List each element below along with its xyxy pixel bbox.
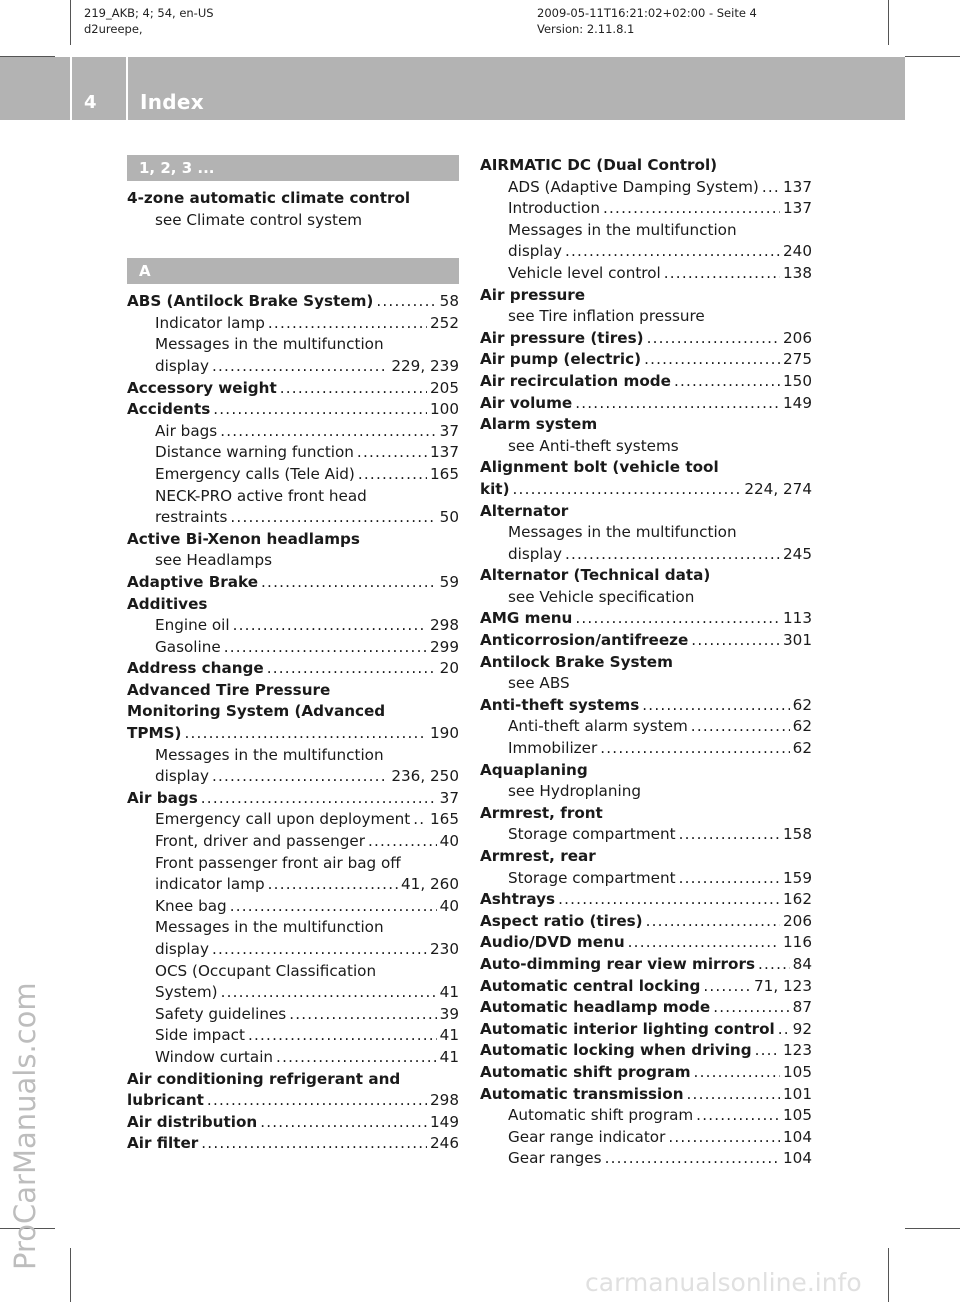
header-divider	[70, 57, 72, 120]
index-subentry	[127, 982, 459, 1004]
dot-leader	[289, 1004, 436, 1026]
page-reference: 20	[439, 659, 459, 678]
index-entry	[480, 1040, 812, 1062]
index-entry-heading: Alternator	[480, 501, 569, 520]
index-entry	[480, 889, 812, 911]
entry-term: Immobilizer	[508, 739, 598, 758]
index-subentry	[127, 874, 459, 896]
page-reference: 41	[439, 983, 459, 1002]
page-reference: 113	[783, 609, 812, 628]
dot-leader	[687, 1084, 780, 1106]
index-subentry	[127, 356, 459, 378]
dot-leader	[413, 809, 427, 831]
index-subentry	[480, 1105, 812, 1127]
crop-mark	[888, 0, 889, 45]
index-entry	[480, 349, 812, 371]
page-reference: 137	[783, 199, 812, 218]
index-entry	[127, 723, 459, 745]
page-reference: 41	[439, 1026, 459, 1045]
section-heading: 1, 2, 3 ...	[127, 155, 459, 181]
entry-term: display	[155, 356, 209, 375]
index-subentry	[127, 896, 459, 918]
index-entry-heading: Advanced Tire Pressure	[127, 680, 331, 699]
index-column-left	[127, 155, 459, 1155]
entry-term: Automatic shift program	[480, 1062, 691, 1081]
dot-leader	[212, 939, 427, 961]
page-reference: 252	[430, 313, 459, 332]
entry-term: Automatic transmission	[480, 1084, 684, 1103]
index-subentry	[127, 831, 459, 853]
print-meta-line: d2ureepe,	[84, 22, 143, 36]
index-subentry-text: Messages in the multifunction	[155, 335, 384, 354]
dot-leader	[642, 695, 789, 717]
index-entry-heading: Air pressure	[480, 285, 586, 304]
dot-leader	[261, 572, 437, 594]
entry-term: Gear ranges	[508, 1149, 602, 1168]
index-subentry-text: see ABS	[508, 674, 570, 693]
entry-term: Automatic interior lighting control	[480, 1019, 775, 1038]
page-reference: 205	[430, 378, 459, 397]
crop-mark	[905, 1228, 960, 1229]
dot-leader	[368, 831, 437, 853]
dot-leader	[230, 507, 436, 529]
entry-term: Air bags	[155, 421, 218, 440]
print-meta-left	[84, 5, 214, 37]
entry-term: Air volume	[480, 393, 573, 412]
entry-term: Emergency calls (Tele Aid)	[155, 464, 355, 483]
header-divider	[126, 57, 128, 120]
dot-leader	[358, 464, 427, 486]
entry-term: Audio/DVD menu	[480, 933, 625, 952]
entry-term: AMG menu	[480, 609, 573, 628]
index-entry-heading: Alignment bolt (vehicle tool	[480, 458, 719, 477]
entry-term: Air filter	[127, 1134, 199, 1153]
dot-leader	[691, 630, 780, 652]
dot-leader	[679, 824, 780, 846]
print-meta-right	[537, 5, 757, 37]
page-reference: 92	[792, 1019, 812, 1038]
index-entry	[480, 479, 812, 501]
dot-leader	[565, 241, 780, 263]
index-entry	[480, 1062, 812, 1084]
entry-term: Air distribution	[127, 1112, 258, 1131]
page-reference: 104	[783, 1127, 812, 1146]
crop-mark	[905, 56, 960, 57]
index-subentry-text: Front passenger front air bag off	[155, 853, 401, 872]
page-reference: 37	[439, 421, 459, 440]
index-entry	[127, 572, 459, 594]
index-entry-heading: Alternator (Technical data)	[480, 566, 711, 585]
dot-leader	[230, 896, 437, 918]
page-reference: 41	[439, 1047, 459, 1066]
entry-term: System)	[155, 983, 218, 1002]
index-subentry-text: see Hydroplaning	[508, 782, 641, 801]
index-entry	[127, 1090, 459, 1112]
index-subentry-text: Messages in the multifunction	[508, 523, 737, 542]
dot-leader	[565, 544, 780, 566]
entry-term: Side impact	[155, 1026, 245, 1045]
entry-term: Air pressure (tires)	[480, 328, 644, 347]
dot-leader	[220, 421, 436, 443]
index-subentry	[127, 442, 459, 464]
page-reference: 236, 250	[391, 767, 459, 786]
index-entry	[127, 378, 459, 400]
entry-term: Anti-theft systems	[480, 695, 640, 714]
page-reference: 158	[783, 825, 812, 844]
page-reference: 37	[439, 788, 459, 807]
dot-leader	[213, 399, 427, 421]
page-reference: 62	[792, 717, 812, 736]
index-subentry	[127, 939, 459, 961]
index-subentry	[127, 464, 459, 486]
dot-leader	[679, 868, 780, 890]
index-entry	[480, 1084, 812, 1106]
index-subentry-text: OCS (Occupant Classification	[155, 961, 377, 980]
page-reference: 298	[430, 616, 459, 635]
entry-term: display	[155, 767, 209, 786]
index-subentry	[480, 544, 812, 566]
page-reference: 150	[783, 371, 812, 390]
dot-leader	[212, 356, 388, 378]
entry-term: Front, driver and passenger	[155, 832, 365, 851]
dot-leader	[755, 1040, 780, 1062]
index-subentry	[127, 1047, 459, 1069]
dot-leader	[280, 378, 427, 400]
entry-term: Knee bag	[155, 896, 227, 915]
entry-term: Indicator lamp	[155, 313, 265, 332]
entry-term: display	[155, 940, 209, 958]
dot-leader	[224, 637, 427, 659]
entry-term: kit)	[480, 479, 510, 498]
dot-leader	[647, 328, 780, 350]
index-subentry-text: Messages in the multifunction	[155, 745, 384, 764]
dot-leader	[664, 263, 780, 285]
index-entry-heading: Antilock Brake System	[480, 652, 673, 671]
entry-term: Air recirculation mode	[480, 371, 671, 390]
index-entry-heading: Armrest, front	[480, 803, 603, 822]
entry-term: display	[508, 544, 562, 563]
page-reference: 39	[439, 1004, 459, 1023]
page-reference: 62	[792, 695, 812, 714]
index-entry-heading: Alarm system	[480, 415, 598, 434]
page-reference: 116	[783, 933, 812, 952]
section-spacer	[127, 231, 459, 258]
dot-leader	[248, 1025, 437, 1047]
index-subentry-text: see Headlamps	[155, 551, 273, 570]
page-reference: 230	[430, 940, 459, 958]
page-reference: 62	[792, 739, 812, 758]
page-reference: 105	[783, 1062, 812, 1081]
dot-leader	[703, 976, 751, 998]
page-reference: 50	[439, 508, 459, 527]
entry-term: Window curtain	[155, 1047, 274, 1066]
page-reference: 137	[783, 177, 812, 196]
dot-leader	[513, 479, 742, 501]
dot-leader	[694, 1062, 780, 1084]
entry-term: Gasoline	[155, 637, 221, 656]
page-reference: 59	[439, 572, 459, 591]
index-entry	[480, 976, 812, 998]
entry-term: Adaptive Brake	[127, 572, 259, 591]
index-subentry	[127, 313, 459, 335]
page-reference: 87	[792, 998, 812, 1017]
entry-term: Address change	[127, 659, 264, 678]
index-entry	[480, 911, 812, 933]
page-reference: 298	[430, 1091, 459, 1110]
index-entry	[127, 658, 459, 680]
entry-term: display	[508, 242, 562, 261]
index-subentry-text: see Vehicle specification	[508, 587, 695, 606]
entry-term: TPMS)	[127, 724, 182, 743]
index-subentry	[480, 716, 812, 738]
dot-leader	[184, 723, 427, 745]
page-reference: 100	[430, 400, 459, 419]
page-reference: 40	[439, 896, 459, 915]
entry-term: Aspect ratio (tires)	[480, 911, 643, 930]
dot-leader	[674, 371, 780, 393]
index-subentry	[127, 809, 459, 831]
index-entry	[480, 954, 812, 976]
dot-leader	[357, 442, 427, 464]
page-reference: 41, 260	[401, 875, 459, 894]
entry-term: ADS (Adaptive Damping System)	[508, 177, 759, 196]
index-subentry	[127, 637, 459, 659]
index-entry-heading: AIRMATIC DC (Dual Control)	[480, 156, 718, 174]
index-subentry	[127, 421, 459, 443]
index-entry	[480, 1019, 812, 1041]
dot-leader	[575, 608, 780, 630]
index-entry-heading: Active Bi-Xenon headlamps	[127, 529, 360, 548]
page-reference: 137	[430, 443, 459, 462]
dot-leader	[201, 788, 437, 810]
index-subentry-text: Messages in the multifunction	[155, 918, 384, 937]
side-watermark: ProCarManuals.com	[8, 982, 42, 1270]
dot-leader	[778, 1019, 790, 1041]
entry-term: Engine oil	[155, 616, 230, 635]
dot-leader	[376, 291, 436, 313]
dot-leader	[260, 1112, 427, 1134]
entry-term: Automatic central locking	[480, 976, 701, 995]
page-reference: 301	[783, 631, 812, 650]
index-subentry-text: see Anti-theft systems	[508, 436, 679, 455]
dot-leader	[668, 1127, 780, 1149]
index-subentry	[127, 1025, 459, 1047]
page-reference: 149	[430, 1112, 459, 1131]
entry-term: Accessory weight	[127, 378, 277, 397]
page-reference: 165	[430, 464, 459, 483]
index-subentry	[480, 241, 812, 263]
index-subentry-text: see Tire inflation pressure	[508, 307, 705, 326]
dot-leader	[628, 932, 780, 954]
dot-leader	[233, 615, 427, 637]
index-entry	[127, 1133, 459, 1155]
index-entry	[480, 371, 812, 393]
page-reference: 224, 274	[744, 479, 812, 498]
dot-leader	[267, 658, 437, 680]
page-reference: 206	[783, 328, 812, 347]
dot-leader	[605, 1148, 780, 1170]
page-reference: 104	[783, 1149, 812, 1168]
dot-leader	[221, 982, 437, 1004]
index-subentry	[480, 177, 812, 199]
entry-term: Safety guidelines	[155, 1004, 287, 1023]
section-heading: A	[127, 258, 459, 284]
entry-term: Emergency call upon deployment	[155, 810, 411, 829]
dot-leader	[207, 1090, 427, 1112]
index-entry	[127, 1112, 459, 1134]
index-entry-heading: 4-zone automatic climate control	[127, 189, 411, 207]
index-subentry	[480, 824, 812, 846]
index-subentry-text: NECK-PRO active front head	[155, 486, 367, 505]
index-entry	[480, 630, 812, 652]
index-entry	[480, 393, 812, 415]
entry-term: lubricant	[127, 1091, 204, 1110]
entry-term: ABS (Antilock Brake System)	[127, 292, 374, 311]
index-entry-heading: Armrest, rear	[480, 847, 596, 865]
dot-leader	[268, 313, 427, 335]
page-reference: 275	[783, 350, 812, 369]
page-reference: 101	[783, 1084, 812, 1103]
entry-term: Distance warning function	[155, 443, 354, 462]
page-reference: 245	[783, 544, 812, 563]
page-reference: 190	[430, 724, 459, 743]
entry-term: Automatic headlamp mode	[480, 998, 711, 1017]
print-meta-line: Version: 2.11.8.1	[537, 22, 635, 36]
index-entry	[480, 608, 812, 630]
page-reference: 71, 123	[754, 976, 812, 995]
entry-term: Automatic shift program	[508, 1106, 694, 1125]
page-reference: 159	[783, 868, 812, 887]
dot-leader	[603, 198, 780, 220]
entry-term: Gear range indicator	[508, 1127, 666, 1146]
entry-term: Storage compartment	[508, 825, 676, 844]
entry-term: Accidents	[127, 400, 211, 419]
index-entry	[480, 328, 812, 350]
entry-term: Ashtrays	[480, 890, 556, 909]
entry-term: Vehicle level control	[508, 263, 661, 282]
index-subentry	[127, 766, 459, 788]
index-subentry-text: Messages in the multifunction	[508, 220, 737, 239]
entry-term: Air bags	[127, 788, 198, 807]
dot-leader	[268, 874, 398, 896]
index-subentry	[127, 615, 459, 637]
page-reference: 165	[430, 810, 459, 829]
dot-leader	[758, 954, 790, 976]
entry-term: Anti-theft alarm system	[508, 717, 688, 736]
index-column-right	[480, 155, 812, 1170]
index-entry-heading: Additives	[127, 594, 208, 613]
entry-term: Auto-dimming rear view mirrors	[480, 954, 755, 973]
page-reference: 299	[430, 637, 459, 656]
page-number: 4	[84, 92, 97, 113]
dot-leader	[212, 766, 388, 788]
index-entry	[127, 788, 459, 810]
index-subentry	[480, 1148, 812, 1170]
page-reference: 246	[430, 1134, 459, 1153]
page-reference: 240	[783, 242, 812, 261]
page-title: Index	[140, 90, 204, 114]
print-meta-line: 219_AKB; 4; 54, en-US	[84, 6, 214, 20]
index-entry-heading: Aquaplaning	[480, 760, 588, 779]
page-reference: 84	[792, 954, 812, 973]
page-reference: 206	[783, 911, 812, 930]
page-reference: 123	[783, 1041, 812, 1060]
entry-term: restraints	[155, 508, 228, 527]
index-subentry	[480, 868, 812, 890]
entry-term: Storage compartment	[508, 868, 676, 887]
index-entry	[127, 291, 459, 313]
crop-mark	[70, 1248, 71, 1302]
index-entry	[480, 997, 812, 1019]
page-reference: 149	[783, 393, 812, 412]
dot-leader	[691, 716, 790, 738]
dot-leader	[558, 889, 780, 911]
index-entry	[127, 399, 459, 421]
index-entry-heading: Monitoring System (Advanced	[127, 702, 386, 721]
index-subentry	[480, 198, 812, 220]
dot-leader	[575, 393, 780, 415]
index-subentry-text: see Climate control system	[155, 210, 363, 229]
page-reference: 138	[783, 263, 812, 282]
index-subentry	[480, 738, 812, 760]
dot-leader	[646, 911, 780, 933]
page-reference: 229, 239	[391, 356, 459, 375]
dot-leader	[600, 738, 789, 760]
dot-leader	[696, 1105, 780, 1127]
entry-term: Introduction	[508, 199, 600, 218]
index-entry-heading: Air conditioning refrigerant and	[127, 1069, 401, 1088]
footer-watermark: carmanualsonline.info	[585, 1268, 862, 1297]
entry-term: Automatic locking when driving	[480, 1041, 752, 1060]
print-meta-line: 2009-05-11T16:21:02+02:00 - Seite 4	[537, 6, 757, 20]
dot-leader	[762, 177, 780, 199]
dot-leader	[276, 1047, 437, 1069]
dot-leader	[713, 997, 789, 1019]
index-subentry	[480, 1127, 812, 1149]
page-reference: 40	[439, 832, 459, 851]
index-subentry	[127, 507, 459, 529]
page-header-bar	[0, 57, 905, 120]
index-entry	[480, 932, 812, 954]
index-subentry	[127, 1004, 459, 1026]
entry-term: indicator lamp	[155, 875, 265, 894]
dot-leader	[644, 349, 780, 371]
page-reference: 105	[783, 1106, 812, 1125]
page-reference: 162	[783, 890, 812, 909]
page-reference: 58	[439, 292, 459, 311]
crop-mark	[70, 0, 71, 45]
index-entry	[480, 695, 812, 717]
dot-leader	[201, 1133, 427, 1155]
crop-mark	[888, 1248, 889, 1302]
index-subentry	[480, 263, 812, 285]
entry-term: Air pump (electric)	[480, 350, 642, 369]
entry-term: Anticorrosion/antifreeze	[480, 631, 689, 650]
